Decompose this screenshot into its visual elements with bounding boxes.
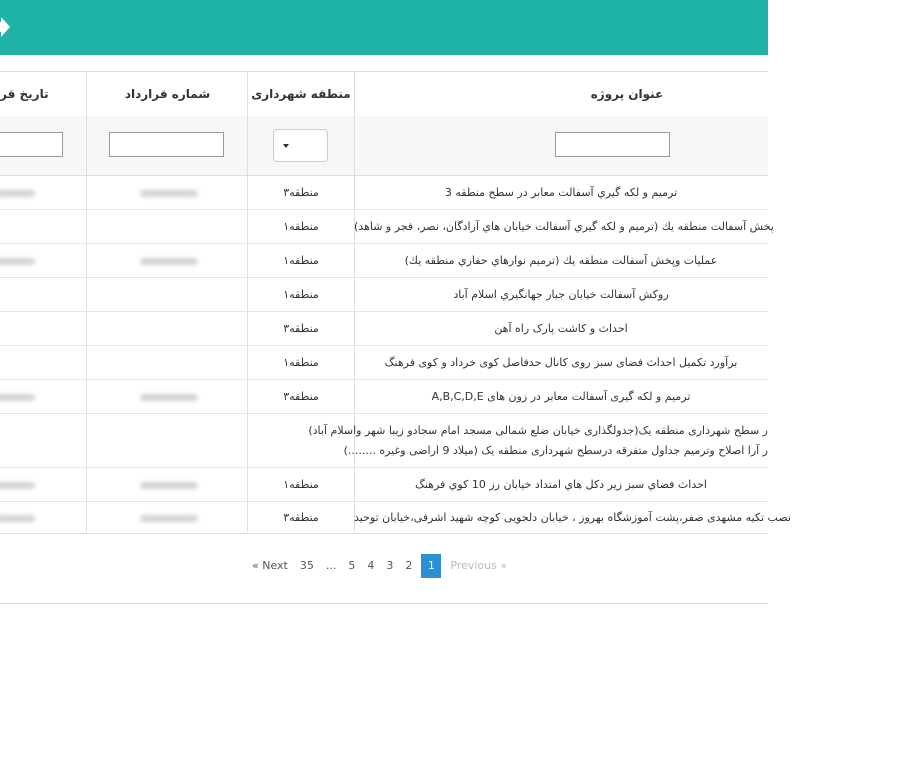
table-row[interactable] [0,312,768,346]
column-header-district[interactable]: منطقه شهرداری [251,87,351,101]
title-line: ر سطح شهرداری منطقه یک(جدولگذاری خیابان ضلع شمالی مسجد امام سجادو زیبا شهر واسلام آباد) [308,423,768,437]
redacted-contract-number [140,482,198,489]
title-cell: ترميم و لکه گيري آسفالت معابر در سطح منطقه 3 [444,186,678,199]
divider [0,603,768,604]
table-row[interactable] [0,502,791,533]
projects-table [0,71,791,534]
filter-row [0,116,768,176]
redacted-date [0,482,35,489]
pagination-page[interactable]: 3 [386,559,394,572]
title-cell: ترمیم و لکه گیری آسفالت معابر در زون های A,B,C,D,E [431,390,691,403]
pagination-page[interactable]: 4 [367,559,375,572]
district-cell: منطقه۳ [283,390,319,403]
redacted-date [0,190,35,197]
district-cell: منطقه۱ [283,220,319,233]
redacted-contract-number [140,258,198,265]
title-cell: احداث و کاشت پارک راه آهن [494,322,628,335]
title-filter-input[interactable] [555,132,670,157]
table-row[interactable] [0,468,768,502]
district-cell: منطقه۳ [283,322,319,335]
redacted-date [0,394,35,401]
column-header-title[interactable]: عنوان پروژه [590,87,664,101]
district-filter-select[interactable] [273,129,328,162]
table-row[interactable] [0,210,774,244]
pagination-next[interactable]: « Next [252,559,288,572]
table-header-row [0,72,768,117]
title-cell: عمليات وپخش آسفالت منطقه يك (ترميم نوارهاي حفاري منطقه يك) [404,254,718,267]
chevron-down-icon [283,144,289,148]
pagination-page[interactable]: 35 [299,559,314,572]
table-row[interactable] [0,346,768,380]
contract-date-filter-input[interactable] [0,132,63,157]
title-cell: پخش آسفالت منطقه يك (ترميم و لکه گيري آسفالت خيابان هاي آزادگان، نصر، فجر و شاهد) [354,220,774,233]
top-header-bar [0,0,768,55]
table-row[interactable] [0,244,768,278]
title-line: ر آرا اصلاح وترمیم جداول متفرقه درسطح شهرداری منطقه یک (میلاد 9 اراضی وغیره ........) [343,443,768,457]
redacted-contract-number [140,394,198,401]
district-cell: منطقه۱ [283,478,319,491]
column-header-contract-number[interactable]: شماره قرارداد [124,87,211,101]
contract-number-filter-input[interactable] [109,132,224,157]
title-cell: برآورد تکمیل احداث فضای سبز روی کانال حدفاصل کوی خرداد و کوی فرهنگ [384,356,738,369]
pagination-page[interactable]: 2 [405,559,413,572]
title-cell [308,414,768,467]
title-cell: روكش آسفالت خيابان جبار جهانگيري اسلام آباد [453,288,669,301]
table-row[interactable] [0,414,768,468]
table-row[interactable] [0,278,768,312]
pagination [246,554,513,578]
redacted-date [0,515,35,522]
pagination-page[interactable]: 5 [348,559,356,572]
arrow-right-icon[interactable] [0,17,10,37]
pagination-current-page[interactable]: 1 [421,554,441,578]
redacted-contract-number [140,515,198,522]
district-cell: منطقه۱ [283,288,319,301]
redacted-contract-number [140,190,198,197]
title-cell: نصب تکیه مشهدی صفر،پشت آموزشگاه بهروز ، خیابان دلجویی کوچه شهید اشرفی،خیابان توحید [354,511,791,524]
district-cell: منطقه۱ [283,254,319,267]
pagination-ellipsis: ... [325,559,337,572]
table-row[interactable] [0,380,768,414]
district-cell: منطقه۳ [283,511,319,524]
pagination-previous: Previous » [450,559,508,572]
redacted-date [0,258,35,265]
column-header-contract-date[interactable]: تاریخ قر [0,87,49,101]
district-cell: منطقه۱ [283,356,319,369]
table-row[interactable] [0,176,768,210]
district-cell: منطقه۳ [283,186,319,199]
title-cell: احداث فضاي سبز زير دكل هاي امتداد خيابان رز 10 كوي فرهنگ [415,478,707,491]
